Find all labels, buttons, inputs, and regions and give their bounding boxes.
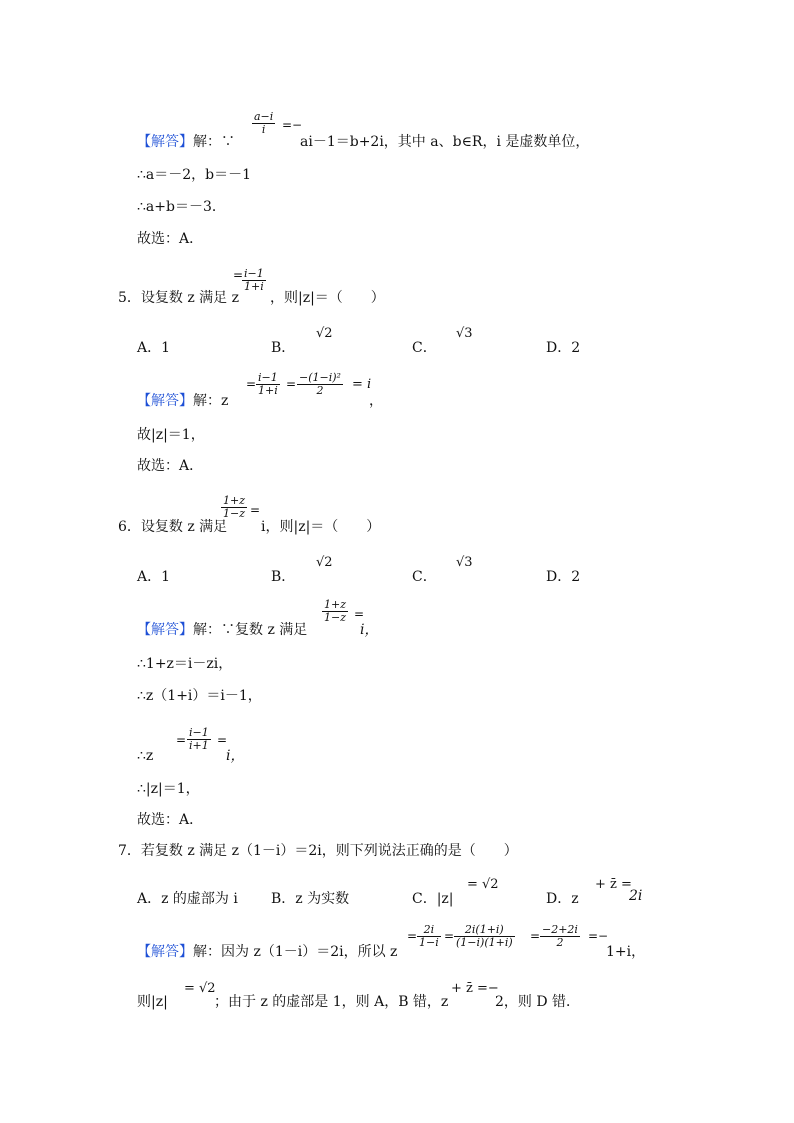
answer-bracket: 【解答】 xyxy=(137,944,193,960)
q7-line2-mid: ；由于 z 的虚部是 1，则 A，B 错，z xyxy=(214,994,449,1010)
q6-ans-frac-den: 1−z xyxy=(324,611,347,624)
q7-answer-line2-prefix: 则|z| xyxy=(137,994,168,1010)
q5-ans-eq1: = xyxy=(246,377,257,391)
answer-text: 解：∵复数 z 满足 xyxy=(193,622,308,638)
q5-stem-frac-num: i−1 xyxy=(244,267,264,280)
q6-answer-line5: ∴|z|＝1， xyxy=(137,781,200,797)
q7-line2-val: = √2 xyxy=(184,981,216,996)
because-symbol: ∵ xyxy=(221,134,235,150)
q7-option-d: D．z xyxy=(546,891,579,907)
q6-line4-fraction xyxy=(187,727,211,752)
q6-option-b-value: √2 xyxy=(316,555,333,570)
q6-option-d: D．2 xyxy=(546,569,581,585)
q7-line2-tail: 2，则 D 错． xyxy=(495,994,581,1010)
q5-ans-fraction1 xyxy=(256,372,280,397)
q7-f1-den: 1−i xyxy=(419,936,439,949)
q6-ans-eq: = xyxy=(354,607,365,621)
q5-stem-prefix: 5．设复数 z 满足 z xyxy=(118,290,240,306)
q5-ans-f2-num: −(1−i)² xyxy=(299,371,341,384)
q6-stem-fraction xyxy=(221,495,247,520)
q5-stem-suffix: ，则|z|＝（ ） xyxy=(270,290,385,306)
q5-option-d: D．2 xyxy=(546,340,581,356)
q6-ans-frac-num: 1+z xyxy=(324,598,347,611)
q7-ans-tail: 1+i， xyxy=(606,944,646,960)
q5-answer-line2: 故|z|＝1， xyxy=(137,427,205,443)
q7-line2-zbar: + z̄ =− xyxy=(451,981,499,996)
q4-answer-rest: ai－1＝b+2i，其中 a、b∈R，i 是虚数单位， xyxy=(300,134,590,150)
q6-option-c: C． xyxy=(412,569,437,585)
q6-answer-line1 xyxy=(137,622,307,638)
q7-stem: 7．若复数 z 满足 z（1－i）＝2i，则下列说法正确的是（ ） xyxy=(118,843,518,859)
answer-jie: 解： xyxy=(193,134,221,150)
q6-answer-line4-prefix: ∴z xyxy=(137,748,154,764)
q7-f1-num: 2i xyxy=(423,923,435,936)
answer-bracket: 【解答】 xyxy=(137,393,193,409)
q6-stem-suffix: i，则|z|＝（ ） xyxy=(261,519,381,535)
q7-option-d-value: + z̄ = xyxy=(595,877,632,892)
q6-option-b: B． xyxy=(271,569,296,585)
q7-option-d-tail: 2i xyxy=(629,888,643,904)
q5-answer-line1 xyxy=(137,393,228,409)
q7-ans-fraction3 xyxy=(540,924,580,949)
q6-line4-frac-den: i+1 xyxy=(189,739,209,752)
q7-option-b: B．z 为实数 xyxy=(271,891,350,907)
q5-option-a: A．1 xyxy=(137,340,171,356)
q6-stem-frac-num: 1+z xyxy=(223,494,246,507)
q5-option-c: C． xyxy=(412,340,437,356)
q5-option-b-value: √2 xyxy=(316,326,333,341)
q5-answer-line3: 故选：A． xyxy=(137,458,204,474)
q4-answer-line4: 故选：A． xyxy=(137,231,204,247)
q5-stem-fraction xyxy=(242,268,266,293)
q6-answer-line6: 故选：A． xyxy=(137,812,204,828)
answer-bracket: 【解答】 xyxy=(137,622,193,638)
q7-f3-num: −2+2i xyxy=(542,923,578,936)
q6-option-a: A．1 xyxy=(137,569,171,585)
q5-ans-eq3: = i xyxy=(352,377,372,392)
q7-answer-line1 xyxy=(137,944,397,960)
q4-frac-den: i xyxy=(252,123,275,136)
q5-option-c-value: √3 xyxy=(456,326,473,341)
q7-f2-num: 2i(1+i) xyxy=(464,923,504,936)
q5-option-b: B． xyxy=(271,340,296,356)
q5-ans-f2-den: 2 xyxy=(297,384,343,397)
q4-eq-minus: =− xyxy=(282,118,303,132)
q7-option-c-value: = √2 xyxy=(467,877,499,892)
q4-answer-line1 xyxy=(137,134,235,150)
q6-line4-frac-num: i−1 xyxy=(189,726,209,739)
q6-stem-prefix: 6．设复数 z 满足 xyxy=(118,519,228,535)
q7-option-c: C．|z| xyxy=(412,891,454,907)
q7-option-a: A．z 的虚部为 i xyxy=(137,891,238,907)
q6-ans-i: i， xyxy=(360,622,379,638)
q7-ans-fraction2 xyxy=(454,924,515,949)
q5-ans-eq2: = xyxy=(286,377,297,391)
q5-stem-eq: = xyxy=(233,268,244,282)
q5-stem-frac-den: 1+i xyxy=(244,280,264,293)
q7-ans-eq2: = xyxy=(444,929,455,943)
q6-line4-eq2: = xyxy=(217,733,228,747)
q7-ans-eq4: =− xyxy=(588,929,609,943)
answer-jie: 解：z xyxy=(193,393,229,409)
q4-fraction xyxy=(252,111,275,136)
answer-text: 解：因为 z（1－i）＝2i，所以 z xyxy=(193,944,398,960)
q6-ans-fraction xyxy=(322,599,348,624)
q7-f2-den: (1−i)(1+i) xyxy=(456,936,513,949)
q6-stem-frac-den: 1−z xyxy=(223,507,246,520)
q6-option-c-value: √3 xyxy=(456,555,473,570)
q6-line4-i: i， xyxy=(226,748,245,764)
q7-f3-den: 2 xyxy=(540,936,580,949)
q5-ans-comma: ， xyxy=(369,393,383,409)
q6-line4-eq: = xyxy=(176,733,187,747)
q5-ans-f1-den: 1+i xyxy=(258,384,278,397)
q7-ans-eq: = xyxy=(407,929,418,943)
q6-stem-eq: = xyxy=(250,503,261,517)
q5-ans-f1-num: i−1 xyxy=(258,371,278,384)
q7-ans-fraction1 xyxy=(417,924,441,949)
q6-answer-line3: ∴z（1+i）＝i－1， xyxy=(137,688,262,704)
q7-ans-eq3: = xyxy=(530,929,541,943)
q4-answer-line3: ∴a+b＝－3． xyxy=(137,199,226,215)
q4-frac-num: a−i xyxy=(254,110,274,123)
answer-bracket: 【解答】 xyxy=(137,134,193,150)
q4-answer-line2: ∴a＝－2，b＝－1 xyxy=(137,167,252,183)
q6-answer-line2: ∴1+z＝i－zi， xyxy=(137,656,233,672)
q5-ans-fraction2 xyxy=(297,372,343,397)
